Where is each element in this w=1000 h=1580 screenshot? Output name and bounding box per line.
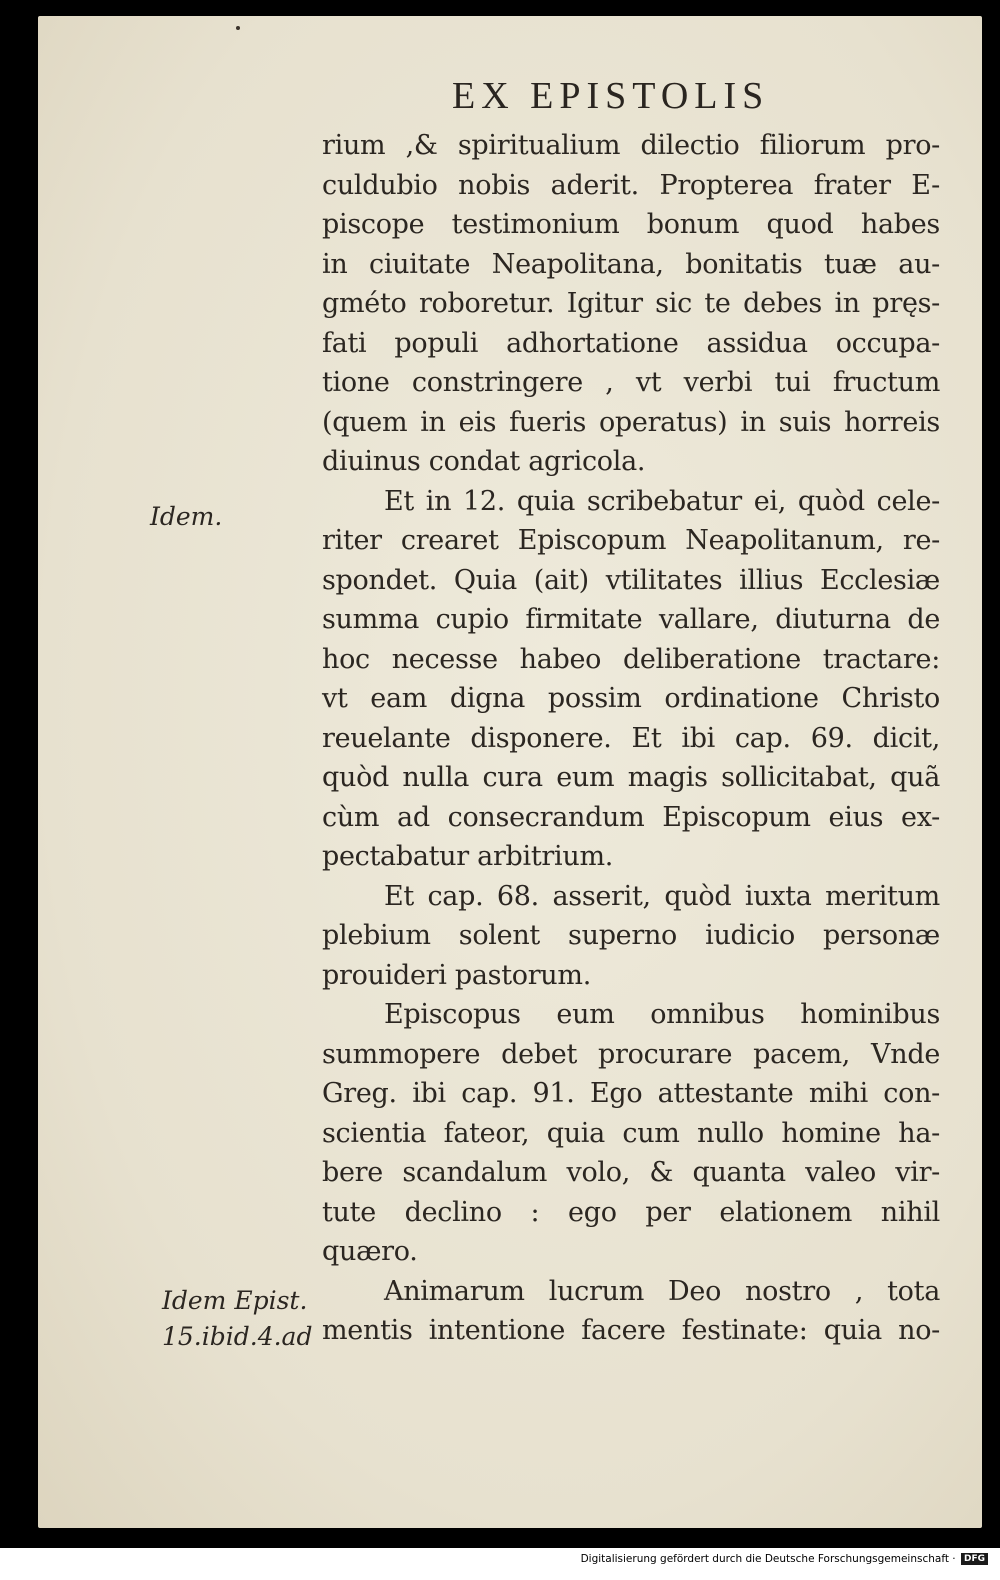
text-line: piscope testimonium bonum quod habes	[322, 209, 940, 240]
text-line: in ciuitate Neapolitana, bonitatis tuæ au-	[322, 248, 940, 280]
text-line: reuelante disponere. Et ibi cap. 69. dicit,	[322, 722, 940, 754]
text-line: Et in 12. quia scribebatur ei, quòd cele-	[384, 485, 940, 517]
marginal-note-idem-epist: Idem Epist.	[162, 1286, 308, 1315]
text-line: spondet. Quia (ait) vtilitates illius Ecclesiæ	[322, 564, 940, 596]
text-line: mentis intentione facere festinate: quia no-	[322, 1315, 940, 1346]
funding-credit-text: Digitalisierung gefördert durch die Deutsche Forschungsgemeinschaft ·	[580, 1553, 956, 1565]
dfg-logo: DFG	[961, 1553, 988, 1565]
text-line: pectabatur arbitrium.	[322, 841, 614, 872]
text-line: gméto roboretur. Igitur sic te debes in pręs-	[322, 288, 940, 319]
text-line: tione constringere , vt verbi tui fructum	[322, 367, 940, 398]
text-line: hoc necesse habeo deliberatione tractare:	[322, 643, 940, 675]
running-head: EX EPISTOLIS	[452, 75, 770, 117]
funding-credit	[581, 1553, 988, 1565]
text-line: Greg. ibi cap. 91. Ego attestante mihi con-	[322, 1078, 940, 1109]
ink-speck	[236, 26, 240, 30]
text-line: bere scandalum volo, & quanta valeo vir-	[322, 1157, 940, 1188]
text-line: Et cap. 68. asserit, quòd iuxta meritum	[384, 880, 940, 912]
text-line: fati populi adhortatione assidua occupa-	[322, 327, 940, 359]
text-line: plebium solent superno iudicio personæ	[322, 920, 940, 951]
text-line: riter crearet Episcopum Neapolitanum, re-	[322, 525, 940, 556]
body-text	[322, 126, 940, 1351]
text-line: vt eam digna possim ordinatione Christo	[322, 683, 940, 714]
text-line: culdubio nobis aderit. Propterea frater E-	[322, 169, 940, 201]
marginal-note-idem: Idem.	[150, 502, 223, 531]
text-line: Animarum lucrum Deo nostro , tota	[384, 1275, 940, 1307]
text-line: summopere debet procurare pacem, Vnde	[322, 1038, 940, 1070]
text-line: Episcopus eum omnibus hominibus	[384, 999, 940, 1030]
text-line: quòd nulla cura eum magis sollicitabat, quã	[322, 762, 940, 793]
text-line: rium ,& spiritualium dilectio filiorum pro-	[322, 130, 940, 161]
marginal-note-reference: 15.ibid.4.ad	[162, 1322, 313, 1351]
text-line: (quem in eis fueris operatus) in suis horreis	[322, 406, 940, 438]
text-line: scientia fateor, quia cum nullo homine ha-	[322, 1117, 940, 1149]
text-line: cùm ad consecrandum Episcopum eius ex-	[322, 801, 940, 833]
text-line: quæro.	[322, 1236, 418, 1267]
text-line: summa cupio firmitate vallare, diuturna de	[322, 604, 940, 635]
text-line: diuinus condat agricola.	[322, 446, 646, 477]
text-line: prouideri pastorum.	[322, 959, 591, 991]
text-line: tute declino : ego per elationem nihil	[322, 1196, 940, 1228]
